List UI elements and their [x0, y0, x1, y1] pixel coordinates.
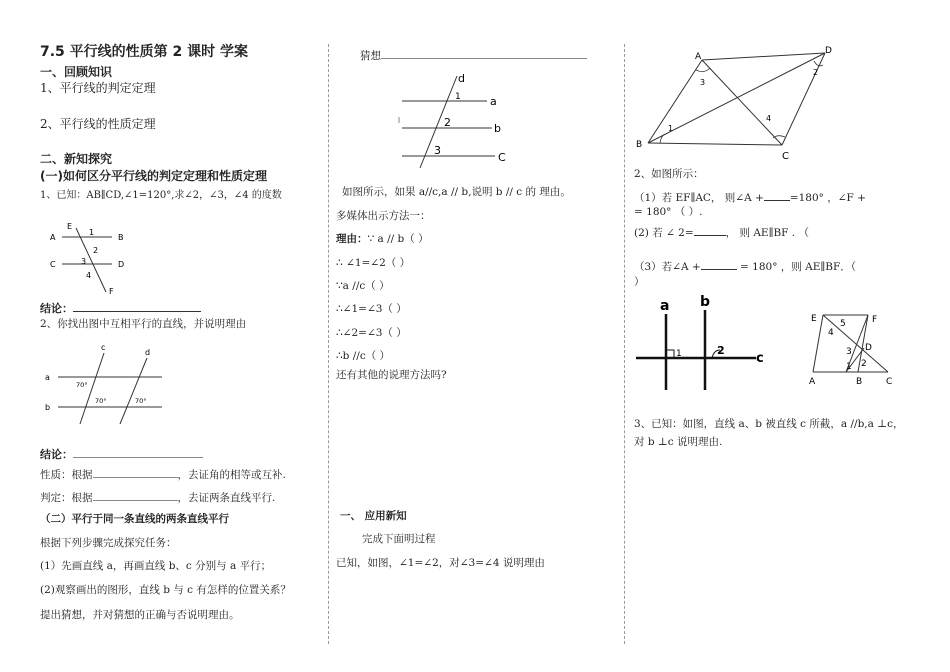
- figure-description: 如图所示，如果 a//c,a // b,说明 b // c 的 理由。: [342, 186, 571, 198]
- q2-2-text-a: (2) 若 ∠ 2=: [634, 227, 694, 239]
- question-2: 2、你找出图中互相平行的直线，并说明理由: [40, 318, 247, 330]
- figure-parallel-ab-cd: [40, 218, 150, 298]
- subsection-parallel-same-line: （二）平行于同一条直线的两条直线平行: [40, 513, 229, 525]
- label-angle-70-c: 70°: [135, 397, 147, 405]
- conclusion-2-blank[interactable]: [73, 446, 203, 458]
- label-line-c: c: [101, 343, 106, 352]
- label-C: C: [782, 151, 789, 162]
- task-step-2: (2)观察画出的图形，直线 b 与 c 有怎样的位置关系？: [40, 584, 291, 596]
- label-angle-4: 4: [86, 271, 92, 280]
- label-line-b: b: [45, 403, 51, 412]
- column-divider-1: [328, 44, 329, 644]
- question-2-intro: 2、如图所示：: [634, 168, 704, 180]
- label-angle-1: 1: [455, 92, 461, 102]
- figure-trapezoid-efbc: [806, 308, 906, 390]
- label-E: E: [67, 222, 73, 231]
- label-angle-4: 4: [766, 114, 772, 123]
- question-2-part-2: [634, 224, 809, 240]
- conclusion-1: [40, 300, 201, 315]
- label-line-a: a: [490, 95, 497, 108]
- column-middle: [332, 0, 622, 672]
- reason-6: ∴b //c（ ）: [336, 350, 391, 362]
- label-D: D: [118, 260, 125, 269]
- figure-perpendicular-lines: [632, 292, 772, 392]
- label-line-b: b: [700, 294, 711, 310]
- label-A: A: [809, 377, 816, 387]
- question-3-cont: 对 b ⊥c 说明理由.: [634, 436, 723, 448]
- label-line-d: d: [145, 348, 151, 357]
- q2-1-blank-a[interactable]: [764, 189, 790, 201]
- question-2-part-1-cont: = 180° （ ）.: [634, 206, 703, 218]
- column-divider-2: [624, 44, 625, 644]
- nature-label: 性质：根据: [40, 469, 93, 481]
- reason-1-text: ∵ a // b（ ）: [367, 233, 429, 245]
- label-angle-1: 1: [668, 124, 674, 133]
- page-title: 7.5 平行线的性质第 2 课时 学案: [40, 44, 249, 60]
- judge-blank[interactable]: [93, 489, 178, 501]
- item-property-theorem: 2、平行线的性质定理: [40, 117, 156, 131]
- label-A: A: [695, 52, 702, 62]
- label-B: B: [636, 140, 643, 150]
- conclusion-1-blank[interactable]: [73, 300, 201, 312]
- label-line-c: C: [498, 151, 506, 164]
- q2-2-text-b: ， 则 AE∥BF . （: [725, 227, 809, 239]
- question-2-part-3-cont: ）: [634, 276, 645, 288]
- label-angle-2: 2: [93, 246, 99, 255]
- label-line-d: d: [458, 72, 465, 85]
- judge-label: 判定：根据: [40, 492, 93, 504]
- question-1: 1、已知：AB∥CD,∠1=120°,求∠2，∠3，∠4 的度数: [40, 190, 282, 201]
- label-angle-2: 2: [861, 359, 867, 369]
- section-new-knowledge: 二、新知探究: [40, 152, 113, 166]
- guess-label: 猜想: [360, 50, 381, 62]
- guess-line: [360, 47, 587, 63]
- figure-quadrilateral-abcd: [628, 40, 838, 165]
- task-step-1: (1）先画直线 a，再画直线 b、c 分别与 a 平行；: [40, 560, 272, 572]
- label-angle-70-b: 70°: [95, 397, 107, 405]
- label-F: F: [872, 315, 878, 325]
- label-angle-2: 2: [717, 344, 725, 357]
- label-E: E: [811, 314, 817, 324]
- nature-line: [40, 466, 286, 482]
- conclusion-1-label: 结论：: [40, 302, 73, 315]
- column-right: [628, 0, 928, 672]
- item-judgement-theorem: 1、平行线的判定定理: [40, 81, 156, 95]
- label-A: A: [50, 233, 56, 242]
- guess-blank[interactable]: [381, 47, 587, 59]
- label-angle-1: 1: [846, 362, 852, 372]
- question-3: 3、已知：如图，直线 a、b 被直线 c 所截，a //b,a ⊥c，: [634, 418, 904, 430]
- reason-label: 理由：: [336, 233, 368, 245]
- nature-tail: ，去证角的相等或互补.: [177, 469, 286, 481]
- task-intro: 根据下列步骤完成探究任务：: [40, 537, 177, 549]
- label-angle-5: 5: [840, 319, 846, 329]
- q2-1-text-a: （1）若 EF∥AC， 则∠A +: [634, 192, 764, 204]
- label-angle-3: 3: [434, 144, 441, 157]
- figure-two-transversals: [40, 340, 170, 425]
- other-method-question: 还有其他的说理方法吗?: [336, 369, 447, 381]
- q2-3-blank[interactable]: [701, 258, 737, 270]
- label-angle-1: 1: [676, 349, 682, 359]
- judge-tail: ，去证两条直线平行.: [177, 492, 276, 504]
- complete-instruction: 完成下面明过程: [362, 533, 436, 545]
- section-apply: 一、 应用新知: [340, 510, 407, 522]
- judge-line: [40, 489, 275, 505]
- label-angle-4: 4: [828, 328, 834, 338]
- figure-three-parallels: [392, 70, 512, 170]
- q2-2-blank[interactable]: [694, 224, 726, 236]
- label-B: B: [856, 377, 863, 387]
- section-review: 一、回顾知识: [40, 65, 113, 79]
- label-D: D: [825, 46, 832, 56]
- label-F: F: [109, 287, 114, 296]
- label-angle-3: 3: [81, 257, 87, 266]
- label-C: C: [886, 377, 893, 387]
- known-condition: 已知，如图，∠1=∠2，对∠3=∠4 说明理由: [336, 557, 545, 569]
- reason-3: ∵a //c（ ）: [336, 280, 390, 292]
- conclusion-2-label: 结论：: [40, 448, 73, 461]
- label-line-a: a: [660, 298, 670, 314]
- label-C: C: [50, 260, 56, 269]
- reason-1: [336, 233, 429, 246]
- task-step-3: 提出猜想，并对猜想的正确与否说明理由。: [40, 609, 240, 621]
- label-line-c: c: [756, 351, 764, 366]
- q2-1-text-b: =180° ，∠F +: [789, 192, 866, 204]
- label-line-b: b: [494, 122, 501, 135]
- reason-5: ∴∠2=∠3（ ）: [336, 327, 407, 339]
- nature-blank[interactable]: [93, 466, 178, 478]
- label-angle-2: 2: [813, 68, 819, 77]
- conclusion-2: [40, 446, 203, 461]
- label-angle-70-a: 70°: [76, 381, 88, 389]
- reason-4: ∴∠1=∠3（ ）: [336, 303, 407, 315]
- label-line-a: a: [45, 373, 50, 382]
- label-angle-2: 2: [444, 116, 451, 129]
- label-B: B: [118, 233, 124, 242]
- reason-2: ∴ ∠1=∠2（ ）: [336, 257, 411, 269]
- subsection-distinguish: (一)如何区分平行线的判定定理和性质定理: [40, 169, 267, 183]
- method-intro: 多媒体出示方法一：: [336, 210, 431, 222]
- label-angle-3: 3: [846, 347, 852, 357]
- question-2-part-3: [634, 258, 856, 274]
- q2-3-text-b: = 180° ，则 AE∥BF．（: [736, 261, 856, 273]
- label-D: D: [865, 343, 872, 353]
- label-angle-3: 3: [700, 78, 706, 87]
- question-2-part-1: [634, 189, 866, 205]
- column-left: [40, 0, 325, 672]
- q2-3-text-a: （3）若∠A +: [634, 261, 701, 273]
- label-angle-1: 1: [89, 228, 95, 237]
